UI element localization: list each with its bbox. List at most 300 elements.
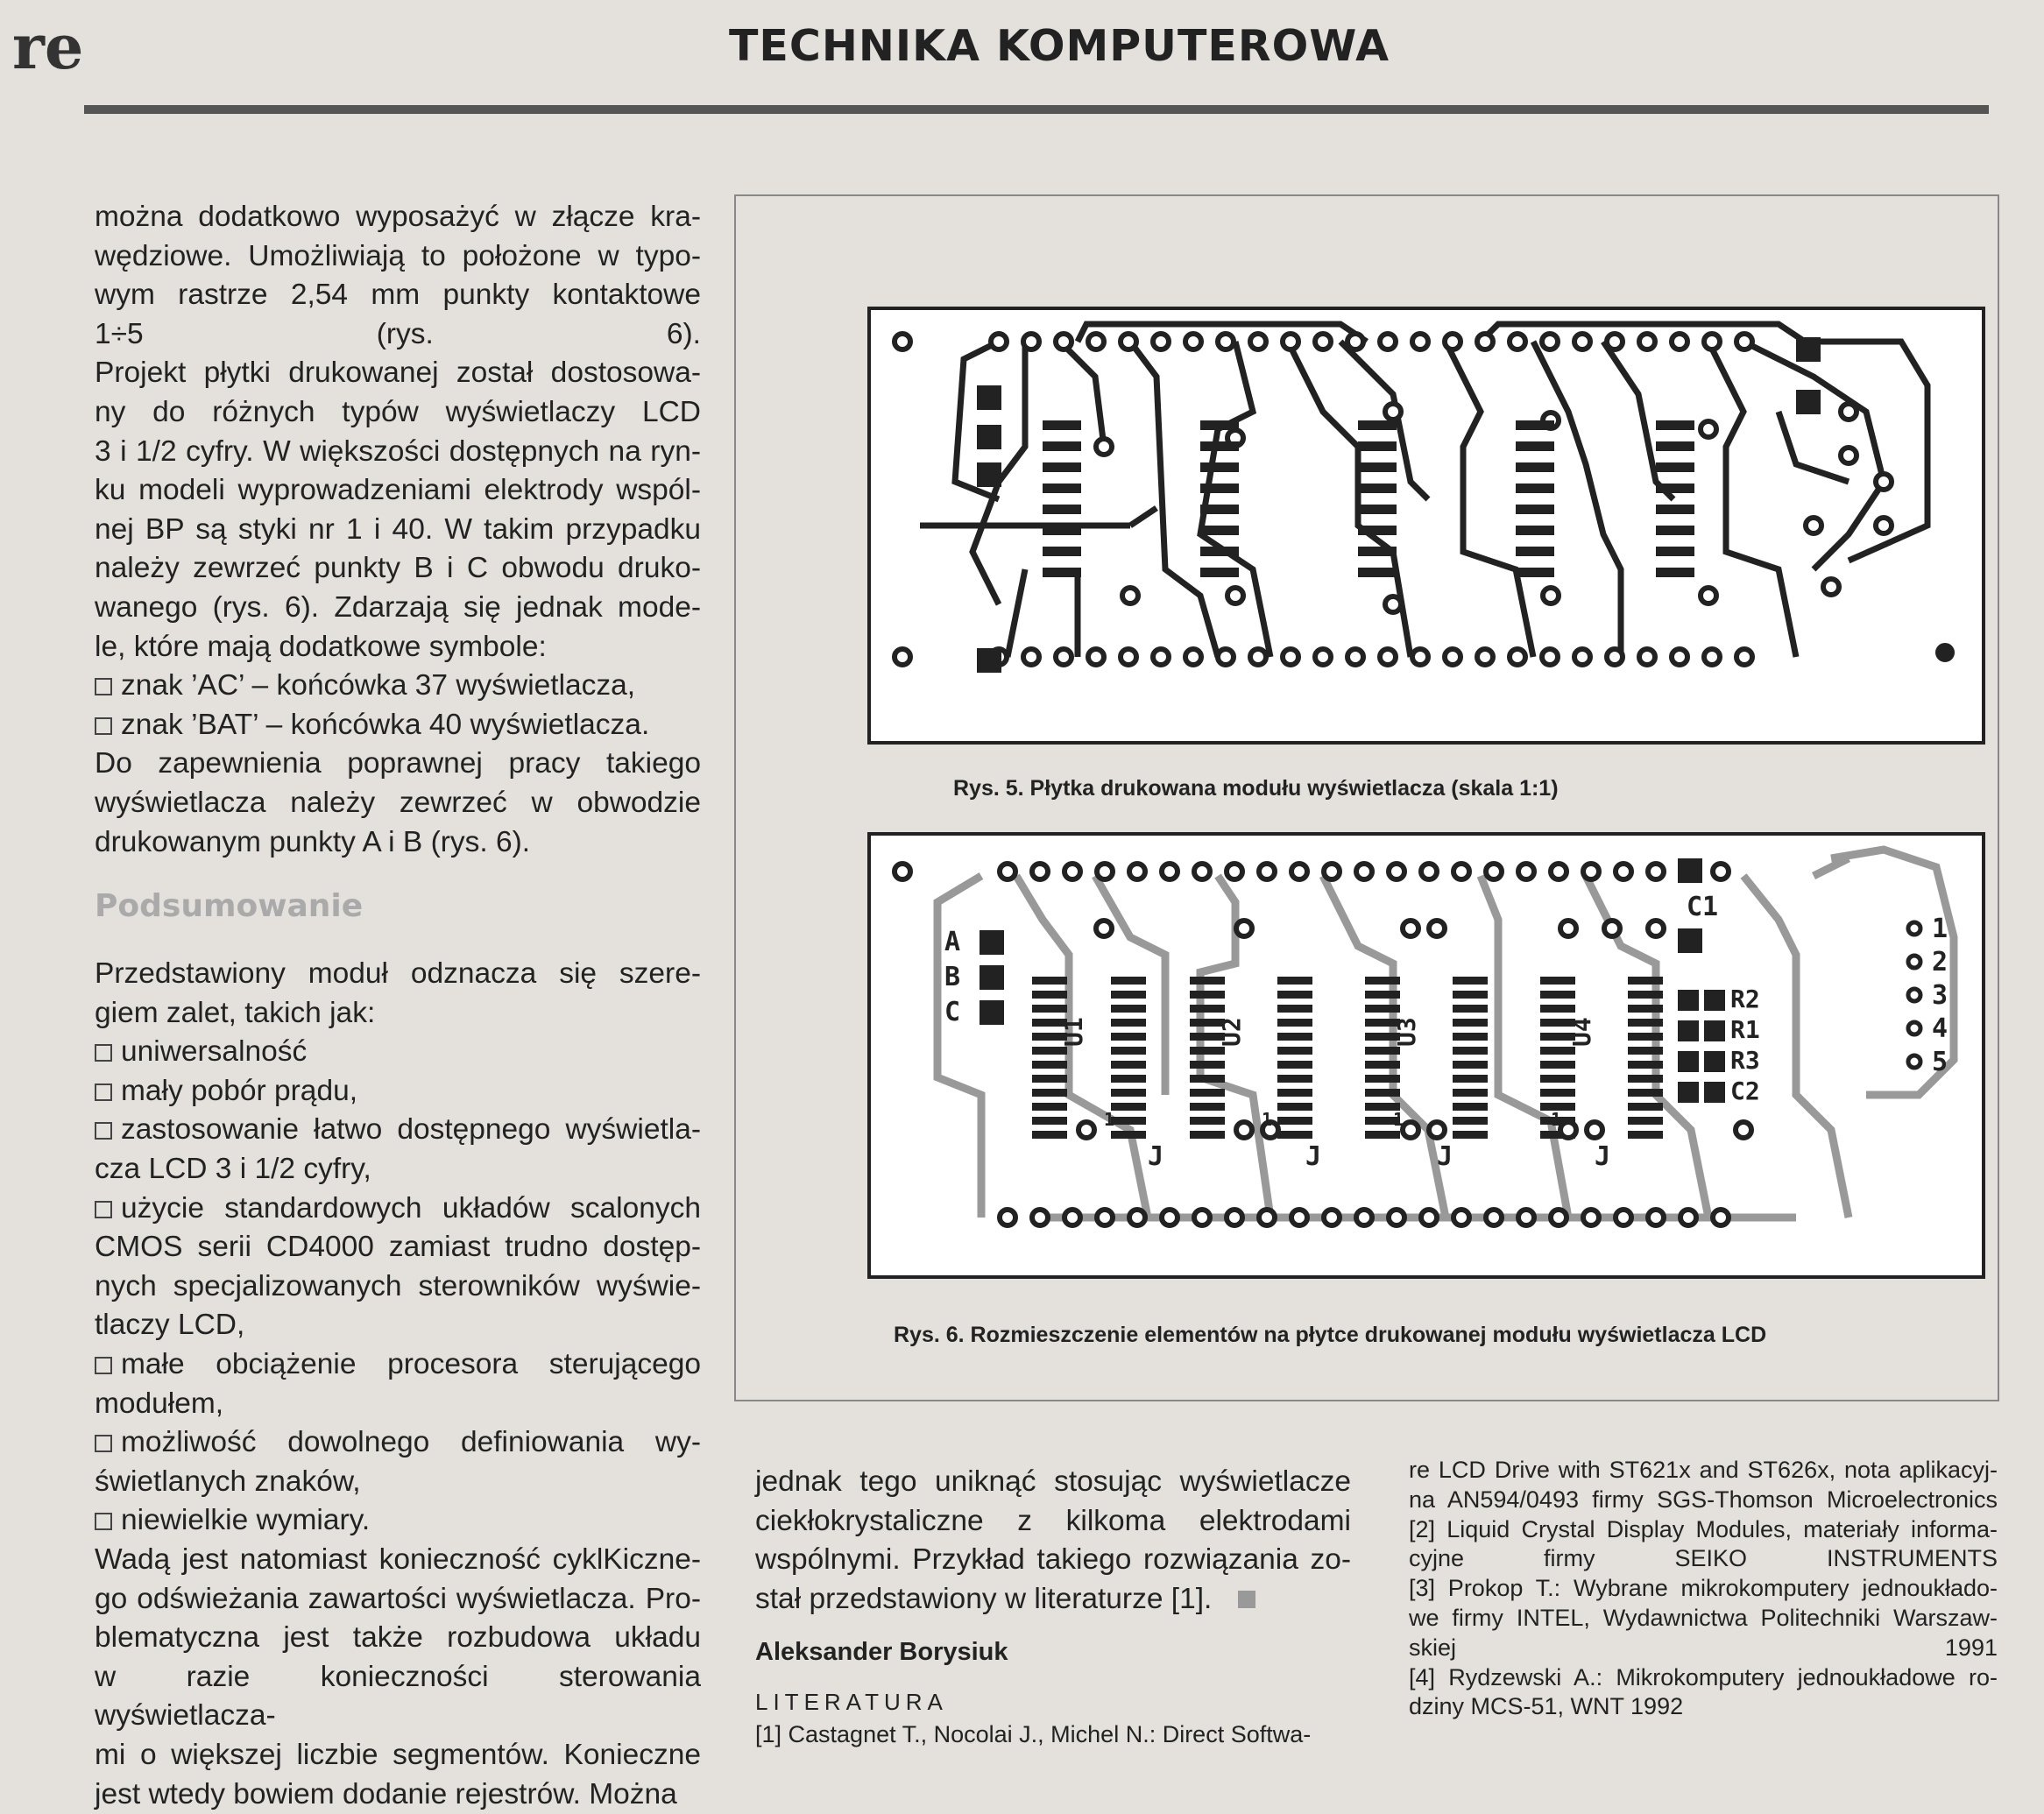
advantages-list <box>95 1033 701 1541</box>
pcb-trace-pad <box>1043 505 1081 514</box>
pad <box>1403 1122 1418 1138</box>
pad <box>1023 649 1039 665</box>
text-line: wędziowe. Umożliwiają to położone w typo- <box>95 239 701 272</box>
pcb-layout-figure <box>867 307 1985 745</box>
pad <box>1153 334 1169 349</box>
point-a-label: A <box>944 927 961 957</box>
pad <box>1096 921 1112 936</box>
ic-pin <box>1032 1117 1067 1125</box>
pad <box>1736 649 1752 665</box>
pad <box>1704 649 1720 665</box>
pad <box>1088 334 1104 349</box>
pad <box>1153 649 1169 665</box>
advantage-line <box>95 1385 701 1424</box>
pad <box>1908 989 1920 1001</box>
pad <box>895 1211 909 1225</box>
ic-pin <box>1453 1033 1488 1041</box>
pad <box>1227 864 1242 879</box>
pad <box>1079 1122 1094 1138</box>
pad <box>1194 864 1210 879</box>
text-line: nej BP są styki nr 1 i 40. W takim przypadku <box>95 512 701 546</box>
advantage-line <box>95 1150 701 1189</box>
pcb-trace-pad <box>1516 420 1554 430</box>
after-paragraph <box>95 745 701 862</box>
text-line: Wadą jest natomiast konieczność cyklKiczne- <box>95 1543 701 1576</box>
pad <box>1291 1210 1307 1225</box>
pad <box>1291 864 1307 879</box>
pad <box>1543 588 1559 603</box>
pad <box>1356 1210 1372 1225</box>
ic-pin <box>1453 1019 1488 1027</box>
ic-pin <box>1032 1061 1067 1069</box>
middle-text-column <box>755 1463 1351 1749</box>
pad <box>1604 921 1620 936</box>
pad <box>1639 649 1655 665</box>
pcb-trace-pad <box>1516 462 1554 472</box>
literature-heading: LITERATURA <box>755 1688 948 1715</box>
contact-4-label: 4 <box>1932 1013 1949 1044</box>
pad <box>1259 864 1275 879</box>
pad <box>1023 334 1039 349</box>
r1-label: R1 <box>1730 1015 1760 1044</box>
ic-pin <box>1628 977 1663 985</box>
text-line: [4] Rydzewski A.: Mikrokomputery jednoukładowe ro- <box>1409 1663 1998 1690</box>
text-line: [2] Liquid Crystal Display Modules, materiały informa- <box>1409 1515 1998 1542</box>
ic-pin <box>1111 1103 1146 1111</box>
ic-pin <box>1453 1117 1488 1125</box>
pad <box>1236 1122 1252 1138</box>
pad <box>991 334 1007 349</box>
ic-pin <box>1111 1019 1146 1027</box>
ic-pin <box>1190 1061 1225 1069</box>
pad <box>1704 334 1720 349</box>
pad <box>1648 1210 1664 1225</box>
pad <box>1486 1210 1502 1225</box>
ic-pin <box>1190 977 1225 985</box>
pad <box>1518 1210 1534 1225</box>
header-divider <box>84 105 1989 114</box>
pin-one-mark: 1 <box>1104 1109 1115 1130</box>
pcb-trace-pad <box>1656 526 1694 535</box>
ic-pin <box>1111 1033 1146 1041</box>
pad <box>1876 518 1892 533</box>
ic-pin <box>1277 977 1312 985</box>
pcb-trace-pad <box>1358 547 1397 556</box>
text-line: można dodatkowo wyposażyć w złącze kra- <box>95 201 701 233</box>
ic-pin <box>1277 991 1312 999</box>
pad <box>1672 649 1687 665</box>
logo-text: re <box>12 11 84 83</box>
pad <box>1574 334 1590 349</box>
ic-pin <box>1453 1047 1488 1055</box>
ic-pin <box>1190 1075 1225 1083</box>
pad <box>1429 921 1445 936</box>
pcb-trace-pad <box>1200 547 1239 556</box>
pcb-trace-pad <box>1656 462 1694 472</box>
pad <box>1096 439 1112 455</box>
magazine-logo <box>9 5 105 93</box>
symbol-item-text: znak ’BAT’ – końcówka 40 wyświetlacza. <box>121 708 650 741</box>
pad <box>895 334 910 349</box>
ic-pin <box>1540 991 1575 999</box>
ic-pin <box>1111 1047 1146 1055</box>
pad <box>1218 649 1234 665</box>
pad <box>1097 864 1113 879</box>
pad <box>1385 404 1401 420</box>
checkbox-bullet-icon <box>95 1357 112 1374</box>
pad <box>1823 579 1839 595</box>
pad <box>1701 421 1716 437</box>
pad <box>1347 334 1363 349</box>
pcb-trace-pad <box>1516 441 1554 451</box>
text-line: wspólnymi. Przykład takiego rozwiązania zo- <box>755 1543 1351 1577</box>
symbol-list <box>95 667 701 745</box>
ic-pin <box>1277 1019 1312 1027</box>
pad <box>1380 649 1396 665</box>
text-line: należy zewrzeć punkty B i C obwodu druko- <box>95 552 701 585</box>
pcb-trace-pad <box>1358 526 1397 535</box>
ic-pin <box>1365 1005 1400 1013</box>
pad <box>1412 649 1428 665</box>
advantage-line <box>95 1345 701 1385</box>
text-line: le, które mają dodatkowe symbole: <box>95 630 547 663</box>
author-name: Aleksander Borysiuk <box>755 1638 1008 1667</box>
pad <box>1121 649 1136 665</box>
pad <box>1486 864 1502 879</box>
text-line: [3] Prokop T.: Wybrane mikrokomputery jednoukłado- <box>1409 1575 1998 1602</box>
references-continued <box>1409 1456 1998 1722</box>
checkbox-bullet-icon <box>95 1083 112 1101</box>
pcb-trace-pad <box>1200 526 1239 535</box>
checkbox-bullet-icon <box>95 1435 112 1452</box>
ic-pin <box>1365 1089 1400 1097</box>
pad <box>1908 956 1920 968</box>
text-line: go odświeżania zawartości wyświetlacza. Pro- <box>95 1582 701 1615</box>
text-line: Przedstawiony moduł odznacza się szere- <box>95 957 701 991</box>
ic-pin <box>1628 1033 1663 1041</box>
ic-pin <box>1540 1075 1575 1083</box>
pad <box>1713 1210 1729 1225</box>
text-line: mi o większej liczbie segmentów. Konieczne <box>95 1738 701 1771</box>
ic-pin <box>1111 1075 1146 1083</box>
text-line: na AN594/0493 firmy SGS-Thomson Microelectronics <box>1409 1486 1998 1513</box>
jumper-j-label: J <box>1148 1141 1164 1172</box>
pad <box>1822 1211 1835 1223</box>
pad <box>1518 864 1534 879</box>
u2-label: U2 <box>1217 1017 1246 1047</box>
pad <box>1356 864 1372 879</box>
text-line: jednak tego uniknąć stosując wyświetlacze <box>755 1465 1351 1498</box>
pad <box>1639 334 1655 349</box>
ic-pin <box>1628 1089 1663 1097</box>
ic-pin <box>1190 1117 1225 1125</box>
ic-pin <box>1277 1131 1312 1139</box>
symbol-item <box>95 706 701 745</box>
pad <box>1876 474 1892 490</box>
left-text-column <box>95 198 701 1814</box>
text-line: skiej 1991 <box>1409 1634 1998 1661</box>
u3-label: U3 <box>1392 1017 1421 1047</box>
text-line: 1÷5 (rys. 6). <box>95 317 701 350</box>
advantage-text: mały pobór prądu, <box>121 1074 358 1107</box>
pad <box>1806 518 1821 533</box>
point-b-label: B <box>944 962 961 992</box>
ic-pin <box>1032 1131 1067 1139</box>
pcb-trace-pad <box>1516 568 1554 577</box>
pcb-trace-pad <box>1200 462 1239 472</box>
pad <box>1583 864 1599 879</box>
section-heading-summary: Podsumowanie <box>95 888 364 925</box>
pad <box>1380 334 1396 349</box>
point-c-label: C <box>944 997 961 1027</box>
c1-label: C1 <box>1687 892 1719 922</box>
ic-pin <box>1453 1061 1488 1069</box>
pcb-trace-pad <box>1656 505 1694 514</box>
ic-pin <box>1453 1075 1488 1083</box>
pad <box>1453 1210 1469 1225</box>
pad <box>1315 334 1331 349</box>
pad <box>1510 334 1525 349</box>
pad <box>1908 1022 1920 1034</box>
advantage-line <box>95 1228 701 1267</box>
text-line: Do zapewnienia poprawnej pracy takiego <box>95 747 701 780</box>
ic-pin <box>1628 1005 1663 1013</box>
ic-pin <box>1453 1103 1488 1111</box>
pcb-trace-pad <box>1200 483 1239 493</box>
ic-pin <box>1032 1005 1067 1013</box>
pad <box>1841 404 1857 420</box>
contact-2-label: 2 <box>1932 947 1949 978</box>
advantage-line <box>95 1111 701 1150</box>
pad <box>1389 1210 1404 1225</box>
pad <box>1389 864 1404 879</box>
pad <box>1129 864 1145 879</box>
ic-pin <box>1628 1061 1663 1069</box>
pad <box>1218 334 1234 349</box>
pad <box>895 864 910 879</box>
pad <box>1477 334 1493 349</box>
pcb-trace-pad <box>1656 420 1694 430</box>
pin-one-mark: 1 <box>1262 1109 1273 1130</box>
ic-pin <box>1277 1103 1312 1111</box>
pcb-trace-pad <box>1043 568 1081 577</box>
pad <box>1236 921 1252 936</box>
pcb-component-placement-figure <box>867 832 1985 1279</box>
pad <box>895 649 910 665</box>
ic-pin <box>1111 977 1146 985</box>
ic-pin <box>1628 1075 1663 1083</box>
advantage-line <box>95 1267 701 1307</box>
ic-pin <box>1111 1117 1146 1125</box>
pad <box>1908 922 1920 935</box>
pad <box>1185 334 1201 349</box>
ic-pin <box>1032 977 1067 985</box>
contact-5-label: 5 <box>1932 1047 1949 1077</box>
pad <box>1908 1055 1920 1068</box>
figure-6-caption: Rys. 6. Rozmieszczenie elementów na płytce drukowanej modułu wyświetlacza LCD <box>894 1323 1767 1347</box>
ic-pin <box>1365 991 1400 999</box>
pad <box>1324 1210 1340 1225</box>
pad <box>1315 649 1331 665</box>
pad <box>1583 1210 1599 1225</box>
pad <box>1736 334 1752 349</box>
pad <box>1403 921 1418 936</box>
ic-pin <box>1190 1131 1225 1139</box>
ic-pin <box>1190 1089 1225 1097</box>
jumper-j-label: J <box>1437 1141 1453 1172</box>
r3-label: R3 <box>1730 1046 1760 1075</box>
pcb-trace-pad <box>1358 420 1397 430</box>
text-line: re LCD Drive with ST621x and ST626x, nota aplikacyj- <box>1409 1457 1998 1483</box>
pad <box>1000 1210 1015 1225</box>
ic-pin <box>1453 977 1488 985</box>
ic-pin <box>1365 1075 1400 1083</box>
advantage-text: cza LCD 3 i 1/2 cyfry, <box>95 1153 371 1186</box>
pcb-trace-pad <box>1358 568 1397 577</box>
pin-one-mark: 1 <box>1393 1109 1404 1130</box>
u1-label: U1 <box>1059 1017 1088 1047</box>
intro-paragraph <box>95 198 701 667</box>
symbol-item-text: znak ’AC’ – końcówka 37 wyświetlacza, <box>121 669 636 702</box>
pad <box>1672 334 1687 349</box>
pcb-trace-pad <box>1656 441 1694 451</box>
pcb-trace-pad <box>1358 462 1397 472</box>
ic-pin <box>1453 991 1488 999</box>
pad <box>1412 334 1428 349</box>
advantage-text: CMOS serii CD4000 zamiast trudno dostęp- <box>95 1231 701 1264</box>
pcb-trace-pad <box>1043 462 1081 472</box>
ic-pin <box>1190 1047 1225 1055</box>
pad <box>1259 1210 1275 1225</box>
checkbox-bullet-icon <box>95 1201 112 1218</box>
pad <box>1250 649 1266 665</box>
pin-one-mark: 1 <box>1551 1109 1562 1130</box>
pad <box>1701 588 1716 603</box>
pad <box>1283 334 1298 349</box>
ic-pin <box>1365 1131 1400 1139</box>
pad <box>1250 334 1266 349</box>
advantage-line <box>95 1189 701 1229</box>
pad <box>1227 1210 1242 1225</box>
r2-label: R2 <box>1730 985 1760 1013</box>
pcb-trace-pad <box>1516 526 1554 535</box>
pad <box>1477 649 1493 665</box>
text-line: 3 i 1/2 cyfry. W większości dostępnych na ryn- <box>95 434 701 468</box>
ic-pin <box>1628 1103 1663 1111</box>
pad <box>1551 864 1567 879</box>
ic-pin <box>1277 1075 1312 1083</box>
pad <box>1648 921 1664 936</box>
figure-5-caption: Rys. 5. Płytka drukowana modułu wyświetlacza (skala 1:1) <box>953 776 1559 801</box>
advantage-line <box>95 1501 701 1541</box>
pad <box>1445 649 1461 665</box>
ic-pin <box>1032 1075 1067 1083</box>
ic-pin <box>1453 1089 1488 1097</box>
pad <box>1162 864 1178 879</box>
checkbox-bullet-icon <box>95 678 112 695</box>
pad <box>1616 1210 1631 1225</box>
c2-label: C2 <box>1730 1076 1760 1105</box>
pad <box>1607 334 1623 349</box>
pcb-trace-pad <box>1043 441 1081 451</box>
checkbox-bullet-icon <box>95 1044 112 1062</box>
pcb-trace-pad <box>1358 483 1397 493</box>
pcb-trace-pad <box>1043 483 1081 493</box>
ic-pin <box>1032 1103 1067 1111</box>
ic-pin <box>1111 1005 1146 1013</box>
pcb-trace-pad <box>1516 483 1554 493</box>
ic-pin <box>1190 1005 1225 1013</box>
advantage-text: uniwersalność <box>121 1035 308 1069</box>
ic-pin <box>1540 1061 1575 1069</box>
pcb-trace-pad <box>1358 505 1397 514</box>
pad <box>1551 1210 1567 1225</box>
contact-1-label: 1 <box>1932 914 1949 944</box>
pad <box>1841 448 1857 463</box>
ic-pin <box>1628 1047 1663 1055</box>
text-line: drukowanym punkty A i B (rys. 6). <box>95 825 531 858</box>
pad <box>1185 649 1201 665</box>
advantage-text: małe obciążenie procesora sterującego <box>121 1348 701 1381</box>
pad <box>1936 644 1954 661</box>
pad <box>1121 334 1136 349</box>
ic-pin <box>1032 991 1067 999</box>
pcb-trace-pad <box>1358 441 1397 451</box>
pad <box>1227 588 1243 603</box>
pad <box>1032 864 1048 879</box>
advantage-text: użycie standardowych układów scalonych <box>121 1191 701 1225</box>
advantage-text: nych specjalizowanych sterowników wyświe- <box>95 1269 701 1302</box>
ic-pin <box>1365 1061 1400 1069</box>
text-line: giem zalet, takich jak: <box>95 996 376 1029</box>
pcb-trace-pad <box>1656 547 1694 556</box>
pcb-trace-pad <box>1516 547 1554 556</box>
ic-pin <box>1190 1103 1225 1111</box>
text-line: wanego (rys. 6). Zdarzają się jednak mode- <box>95 590 701 624</box>
pcb-trace-pad <box>1200 420 1239 430</box>
text-line: cyjne firmy SEIKO INSTRUMENTS <box>1409 1545 1998 1572</box>
pad <box>1453 864 1469 879</box>
pcb-trace-pad <box>1043 420 1081 430</box>
pad <box>1560 921 1576 936</box>
ic-pin <box>1032 1047 1067 1055</box>
pad <box>1194 1210 1210 1225</box>
text-line: ny do różnych typów wyświetlaczy LCD <box>95 395 701 428</box>
checkbox-bullet-icon <box>95 1122 112 1140</box>
pad <box>1429 1122 1445 1138</box>
pad <box>1056 334 1072 349</box>
pad <box>1616 864 1631 879</box>
end-of-article-icon <box>1238 1591 1255 1608</box>
u4-label: U4 <box>1567 1017 1596 1047</box>
pad <box>1607 649 1623 665</box>
summary-paragraph <box>95 955 701 1033</box>
pad <box>1542 649 1558 665</box>
ic-pin <box>1277 1117 1312 1125</box>
ic-pin <box>1628 991 1663 999</box>
pad <box>1713 864 1729 879</box>
jumper-j-label: J <box>1595 1141 1611 1172</box>
advantage-line <box>95 1306 701 1345</box>
pad <box>1574 649 1590 665</box>
contact-3-label: 3 <box>1932 980 1949 1011</box>
pad <box>1421 1210 1437 1225</box>
pcb-trace-pad <box>1200 441 1239 451</box>
pad <box>1032 1210 1048 1225</box>
ic-pin <box>1111 1131 1146 1139</box>
pad <box>1680 1210 1696 1225</box>
pad <box>1648 864 1664 879</box>
